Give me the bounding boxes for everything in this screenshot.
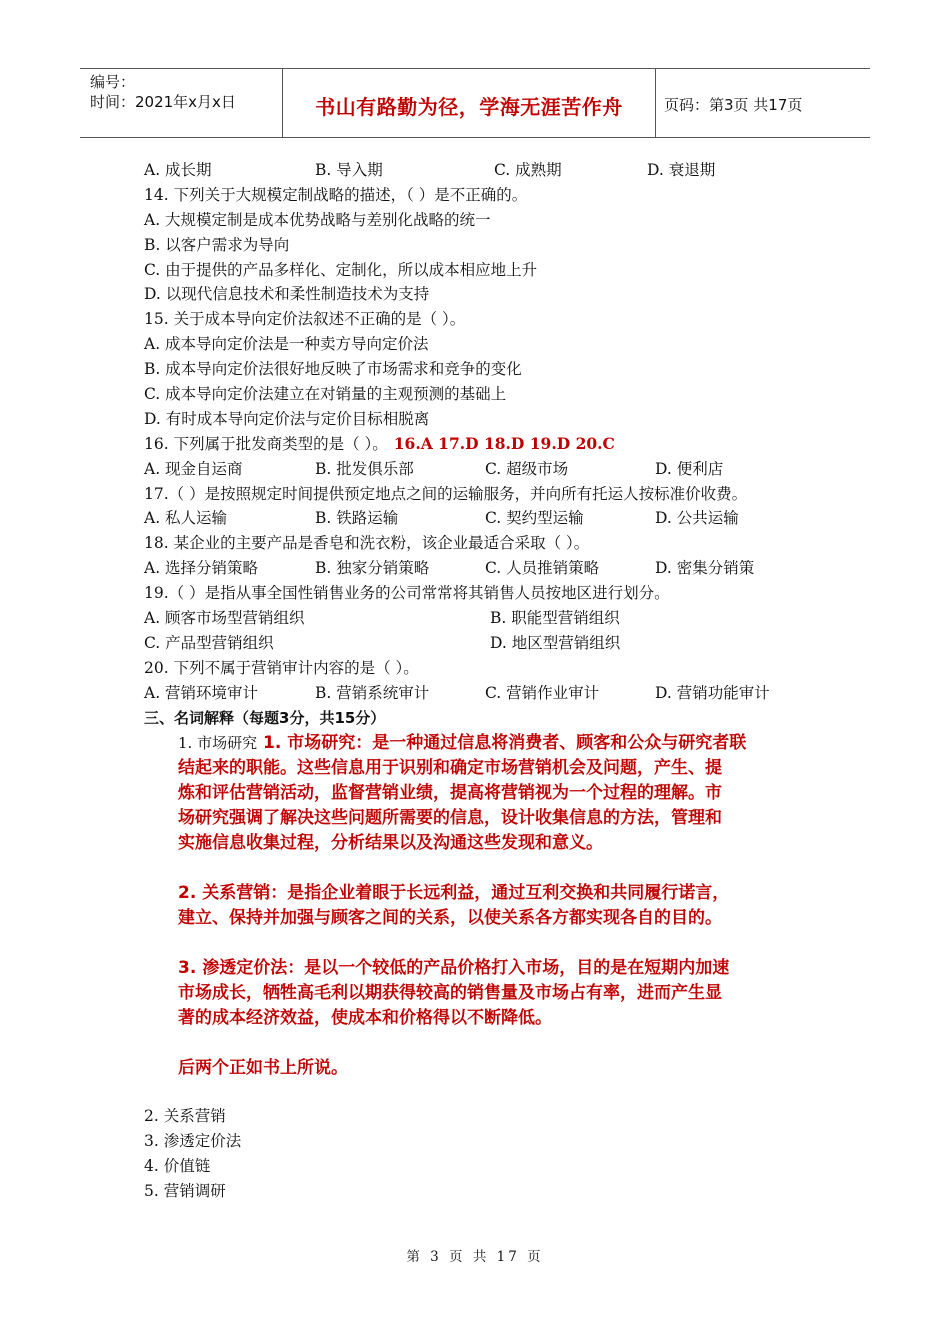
q19-options-row1 (144, 606, 844, 631)
option: A. 现金自运商 (144, 459, 243, 478)
term-item: 5. 营销调研 (144, 1181, 226, 1200)
definition-1-prefix: 1. 市场研究 (178, 734, 258, 752)
q20-options (144, 681, 844, 706)
option: A. 大规模定制是成本优势战略与差别化战略的统一 (144, 210, 491, 229)
option: C. 契约型运输 (485, 509, 584, 528)
option: B. 以客户需求为导向 (144, 235, 290, 254)
option: C. 由于提供的产品多样化、定制化，所以成本相应地上升 (144, 260, 538, 279)
option: A. 成长期 (144, 161, 212, 179)
option: A. 顾客市场型营销组织 (144, 609, 305, 628)
option: D. 有时成本导向定价法与定价目标相脱离 (144, 409, 430, 428)
term-item: 2. 关系营销 (144, 1107, 226, 1125)
q14-stem: 14. 下列关于大规模定制战略的描述，（ ）是不正确的。 (144, 185, 528, 204)
option: C. 产品型营销组织 (144, 633, 274, 652)
option: D. 公共运输 (655, 509, 739, 528)
option: A. 私人运输 (144, 509, 228, 528)
q19-stem: 19.（ ）是指从事全国性销售业务的公司常常将其销售人员按地区进行划分。 (144, 584, 670, 603)
option: C. 人员推销策略 (485, 559, 600, 578)
header-page-info: 页码：第3页 共17页 (664, 96, 803, 114)
definition-3-line: 著的成本经济效益，使成本和价格得以不断降低。 (178, 1008, 552, 1028)
q18-stem: 18. 某企业的主要产品是香皂和洗衣粉，该企业最适合采取（ ）。 (144, 534, 590, 553)
option: D. 便利店 (655, 459, 724, 478)
q16-stem-line (144, 432, 844, 457)
option: B. 成本导向定价法很好地反映了市场需求和竞争的变化 (144, 360, 522, 379)
option: B. 导入期 (315, 161, 383, 179)
definition-2-line: 建立、保持并加强与顾客之间的关系，以使关系各方都实现各自的目的。 (178, 908, 722, 928)
option: D. 地区型营销组织 (490, 633, 621, 652)
definition-1-line: 炼和评估营销活动，监督营销业绩，提高将营销视为一个过程的理解。市 (178, 783, 722, 803)
page-header (80, 68, 870, 138)
header-page-cell (656, 69, 870, 137)
option: D. 密集分销策 (655, 559, 755, 578)
section-3-title: 三、名词解释（每题3分，共15分） (144, 708, 386, 727)
definition-1-line: 结起来的职能。这些信息用于识别和确定市场营销机会及问题，产生、提 (178, 758, 722, 778)
term-list (144, 1104, 241, 1204)
definition-1-line: 1. 市场研究 1. 市场研究：是一种通过信息将消费者、顾客和公众与研究者联 (178, 733, 747, 753)
definition-1-line: 场研究强调了解决这些问题所需要的信息，设计收集信息的方法，管理和 (178, 808, 722, 828)
definition-3-line: 3. 渗透定价法：是以一个较低的产品价格打入市场，目的是在短期内加速 (178, 958, 730, 978)
option: B. 铁路运输 (315, 509, 399, 528)
term-item: 3. 渗透定价法 (144, 1131, 242, 1150)
option: D. 以现代信息技术和柔性制造技术为支持 (144, 285, 430, 304)
option: B. 批发俱乐部 (315, 459, 414, 478)
option: D. 衰退期 (647, 161, 716, 179)
q16-options (144, 457, 844, 482)
q17-options (144, 506, 844, 531)
q18-options (144, 556, 844, 581)
option: D. 营销功能审计 (655, 683, 770, 702)
option: A. 选择分销策略 (144, 559, 259, 578)
option: B. 职能型营销组织 (490, 609, 620, 628)
note: 后两个正如书上所说。 (178, 1058, 348, 1078)
option: C. 超级市场 (485, 459, 569, 478)
motto: 书山有路勤为径，学海无涯苦作舟 (315, 95, 623, 119)
questions (144, 158, 844, 730)
header-motto-cell (283, 69, 656, 137)
definition-2-line: 2. 关系营销：是指企业着眼于长远利益，通过互利交换和共同履行诺言， (178, 883, 730, 903)
definitions (178, 731, 818, 1081)
option: A. 营销环境审计 (144, 683, 259, 702)
definition-1-line: 实施信息收集过程，分析结果以及沟通这些发现和意义。 (178, 833, 603, 853)
q16-stem: 16. 下列属于批发商类型的是（ ）。 (144, 434, 388, 453)
definition-3-line: 市场成长，牺牲高毛利以期获得较高的销售量及市场占有率，进而产生显 (178, 983, 722, 1003)
answer-key: 16.A 17.D 18.D 19.D 20.C (393, 433, 615, 453)
q19-options-row2 (144, 631, 844, 656)
option: A. 成本导向定价法是一种卖方导向定价法 (144, 335, 429, 354)
header-left-cell (80, 69, 283, 137)
option: B. 独家分销策略 (315, 559, 430, 578)
q20-stem: 20. 下列不属于营销审计内容的是（ ）。 (144, 658, 419, 677)
q17-stem: 17.（ ）是按照规定时间提供预定地点之间的运输服务，并向所有托运人按标准价收费。 (144, 484, 748, 503)
date-label: 时间：2021年x月x日 (90, 93, 236, 111)
option: C. 成本导向定价法建立在对销量的主观预测的基础上 (144, 385, 507, 404)
option: C. 营销作业审计 (485, 683, 600, 702)
page-footer: 第 3 页 共 17 页 (406, 1249, 544, 1265)
serial-label: 编号： (90, 73, 136, 91)
q13-options (144, 158, 844, 183)
term-item: 4. 价值链 (144, 1156, 211, 1175)
option: B. 营销系统审计 (315, 683, 430, 702)
q15-stem: 15. 关于成本导向定价法叙述不正确的是（ ）。 (144, 310, 466, 329)
option: C. 成熟期 (494, 161, 562, 179)
